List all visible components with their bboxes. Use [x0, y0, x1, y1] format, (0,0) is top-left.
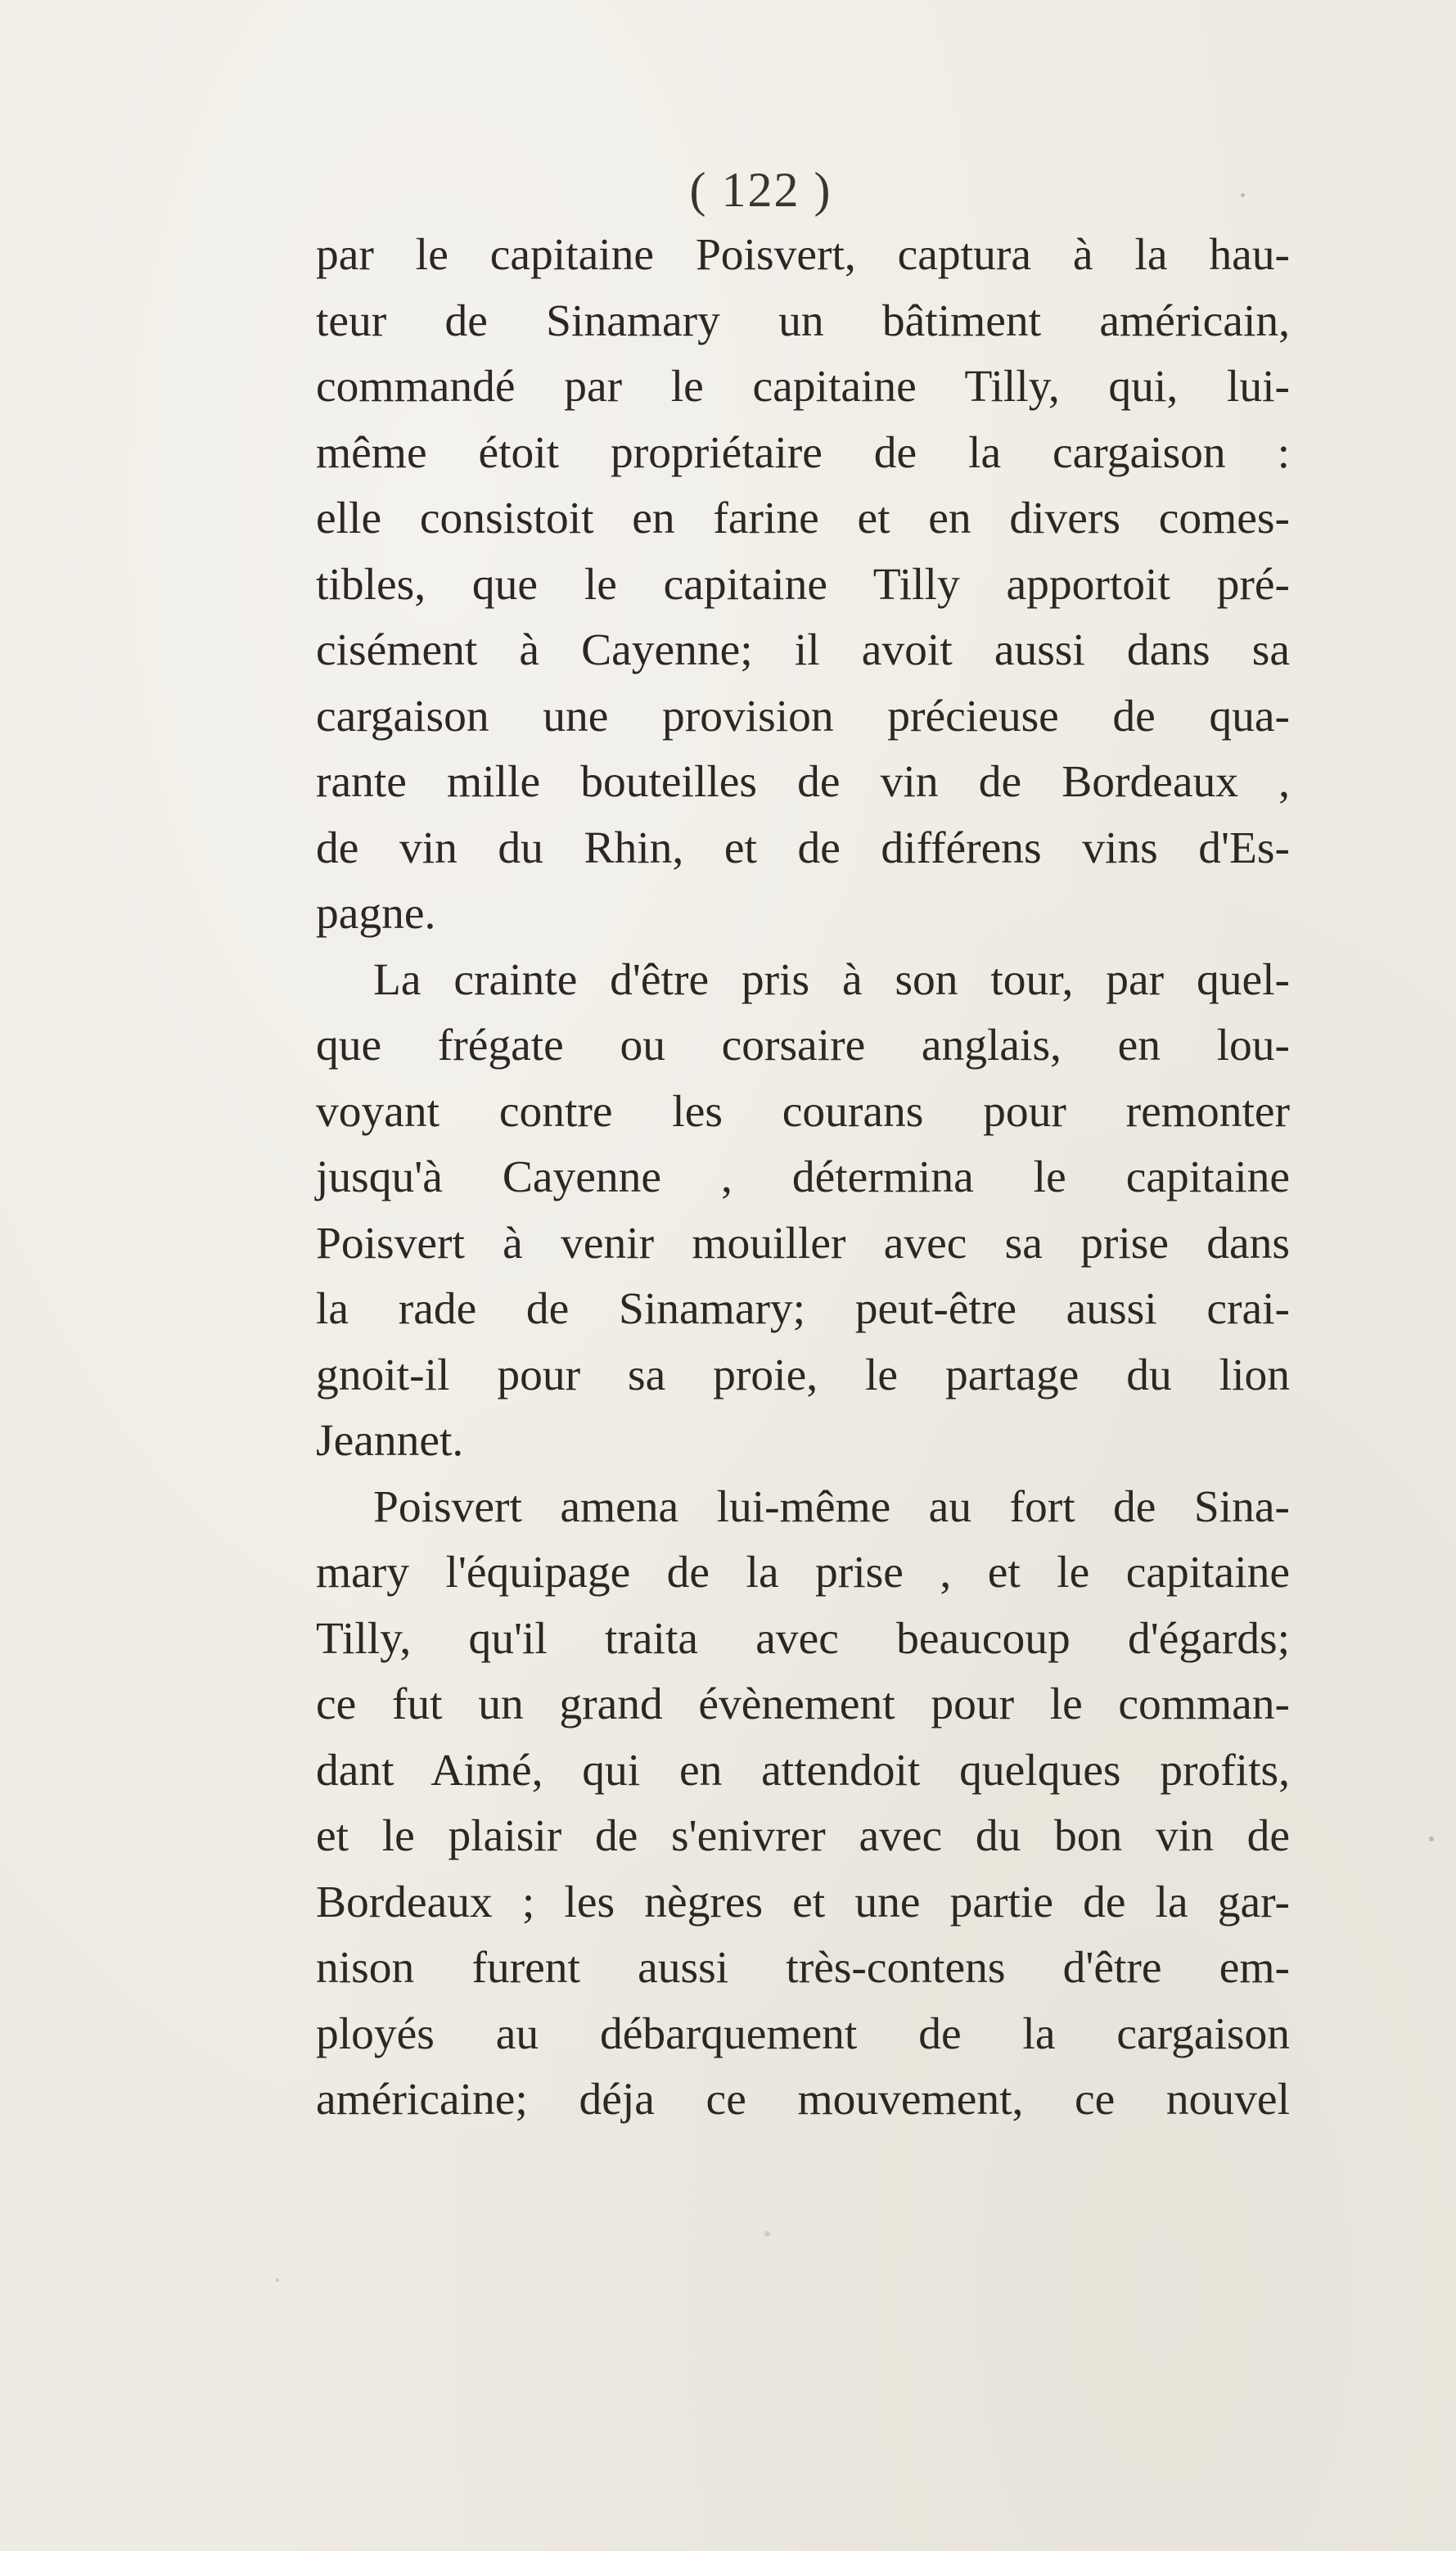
paper-speck: [276, 2278, 279, 2282]
text-line: par le capitaine Poisvert, captura à la hau-: [316, 230, 1290, 280]
text-line: rante mille bouteilles de vin de Bordeaux ,: [316, 757, 1290, 807]
text-line: pagne.: [316, 889, 436, 939]
text-line: mary l'équipage de la prise , et le capitaine: [316, 1548, 1290, 1598]
text-line: Poisvert à venir mouiller avec sa prise dans: [316, 1218, 1290, 1269]
text-line: cisément à Cayenne; il avoit aussi dans sa: [316, 625, 1290, 675]
body-text: [316, 223, 1290, 2134]
page-number: ( 122 ): [689, 163, 832, 217]
text-line: et le plaisir de s'enivrer avec du bon vin de: [316, 1811, 1290, 1861]
text-line: jusqu'à Cayenne , détermina le capitaine: [316, 1152, 1290, 1202]
text-line: elle consistoit en farine et en divers comes-: [316, 494, 1290, 543]
text-line: nison furent aussi très-contens d'être em-: [316, 1943, 1290, 1993]
text-line: même étoit propriétaire de la cargaison :: [316, 427, 1290, 478]
paper-speck: [1241, 193, 1245, 197]
text-line: de vin du Rhin, et de différens vins d'Es-: [316, 823, 1290, 873]
text-line: tibles, que le capitaine Tilly apportoit pré-: [316, 559, 1290, 610]
text-line: la rade de Sinamary; peut-être aussi crai-: [316, 1284, 1290, 1334]
text-line: américaine; déja ce mouvement, ce nouvel: [316, 2075, 1290, 2125]
text-line: ployés au débarquement de la cargaison: [316, 2008, 1290, 2059]
text-line: Jeannet.: [316, 1416, 464, 1466]
text-line: que frégate ou corsaire anglais, en lou-: [316, 1021, 1290, 1070]
text-line: Bordeaux ; les nègres et une partie de la gar-: [316, 1877, 1290, 1927]
text-line: Poisvert amena lui-même au fort de Sina-: [373, 1481, 1290, 1532]
text-line: teur de Sinamary un bâtiment américain,: [316, 295, 1290, 346]
text-line: ce fut un grand évènement pour le comman-: [316, 1679, 1290, 1729]
paper-speck: [1429, 1837, 1434, 1841]
paper-speck: [764, 2231, 770, 2237]
text-line: gnoit-il pour sa proie, le partage du lion: [316, 1350, 1290, 1400]
text-line: commandé par le capitaine Tilly, qui, lui-: [316, 362, 1290, 412]
text-line: La crainte d'être pris à son tour, par quel-: [373, 954, 1290, 1005]
text-line: voyant contre les courans pour remonter: [316, 1086, 1290, 1137]
text-line: dant Aimé, qui en attendoit quelques profits,: [316, 1745, 1290, 1796]
text-line: Tilly, qu'il traita avec beaucoup d'égards;: [316, 1613, 1290, 1664]
text-line: cargaison une provision précieuse de qua-: [316, 691, 1290, 741]
